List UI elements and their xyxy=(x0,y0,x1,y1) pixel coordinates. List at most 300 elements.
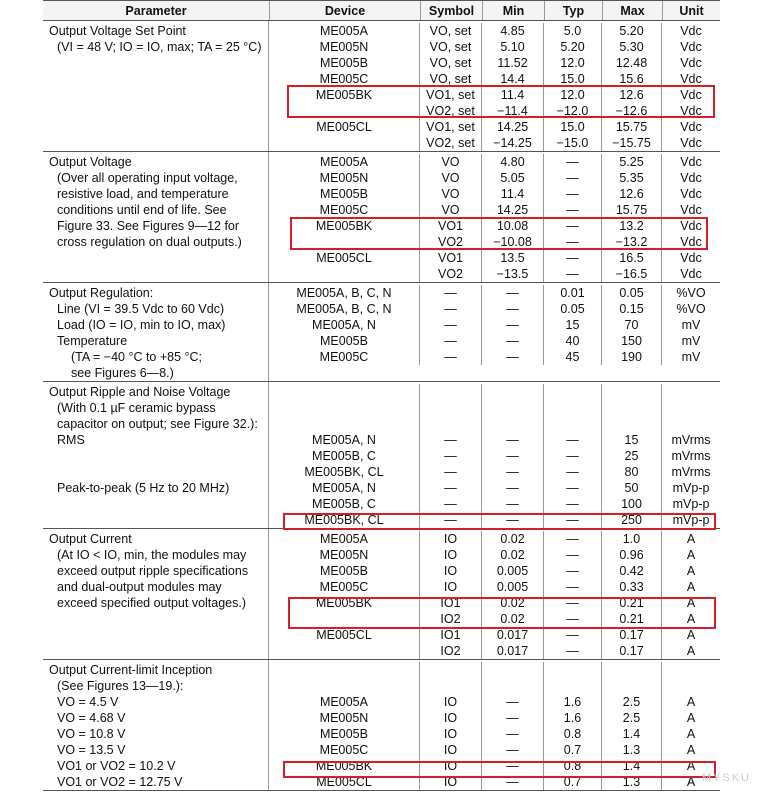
max-cell: 12.48 xyxy=(601,55,661,71)
max-cell: 0.21 xyxy=(601,611,661,627)
device-cell: ME005C xyxy=(319,203,369,217)
table-row xyxy=(269,627,720,643)
max-cell: 0.05 xyxy=(601,285,661,301)
typ-cell: — xyxy=(543,250,601,266)
typ-cell: 40 xyxy=(543,333,601,349)
symbol-cell: VO2 xyxy=(419,234,481,250)
device-cell: ME005A xyxy=(320,155,368,169)
table-row xyxy=(269,333,720,349)
symbol-cell: VO1, set xyxy=(419,87,481,103)
symbol-cell: VO, set xyxy=(419,55,481,71)
typ-cell: −12.0 xyxy=(543,103,601,119)
spec-section xyxy=(43,382,720,529)
spec-section xyxy=(43,660,720,791)
min-cell: 0.005 xyxy=(481,563,543,579)
table-row xyxy=(269,317,720,333)
parameter-line: Figure 33. See Figures 9—12 for xyxy=(57,219,240,233)
min-cell: −13.5 xyxy=(481,266,543,282)
max-cell: 0.17 xyxy=(601,627,661,643)
symbol-cell: IO xyxy=(419,774,481,790)
symbol-cell: — xyxy=(419,333,481,349)
table-row xyxy=(269,678,720,694)
unit-cell xyxy=(661,400,720,416)
table-row xyxy=(269,384,720,400)
unit-cell: mVrms xyxy=(661,448,720,464)
symbol-cell xyxy=(419,416,481,432)
unit-cell xyxy=(661,384,720,400)
device-cell: ME005BK xyxy=(315,88,373,102)
symbol-cell: IO xyxy=(419,563,481,579)
unit-cell: mVp-p xyxy=(661,496,720,512)
device-cell: ME005CL xyxy=(316,120,372,134)
max-cell: 1.4 xyxy=(601,758,661,774)
typ-cell: 15 xyxy=(543,317,601,333)
min-cell: — xyxy=(481,496,543,512)
device-cell xyxy=(269,678,419,694)
parameter-line: exceed specified output voltages.) xyxy=(57,596,247,610)
symbol-cell: IO xyxy=(419,579,481,595)
unit-cell: A xyxy=(661,531,720,547)
symbol-cell: — xyxy=(419,448,481,464)
typ-cell: — xyxy=(543,448,601,464)
parameter-cell xyxy=(43,283,268,381)
values-cell xyxy=(268,152,720,282)
device-cell: ME005B, C xyxy=(312,497,376,511)
header-unit: Unit xyxy=(662,1,720,20)
device-cell: ME005A, N xyxy=(312,318,376,332)
typ-cell: −15.0 xyxy=(543,135,601,151)
table-row xyxy=(269,694,720,710)
unit-cell: A xyxy=(661,694,720,710)
min-cell: — xyxy=(481,285,543,301)
unit-cell: Vdc xyxy=(661,23,720,39)
typ-cell: — xyxy=(543,464,601,480)
table-row xyxy=(269,416,720,432)
table-row xyxy=(269,531,720,547)
table-row xyxy=(269,742,720,758)
parameter-line: VO1 or VO2 = 10.2 V xyxy=(57,759,176,773)
device-cell: ME005C xyxy=(319,350,369,364)
min-cell: — xyxy=(481,349,543,365)
typ-cell: 0.01 xyxy=(543,285,601,301)
device-cell: ME005BK xyxy=(315,219,373,233)
typ-cell: — xyxy=(543,563,601,579)
unit-cell xyxy=(661,678,720,694)
typ-cell xyxy=(543,384,601,400)
min-cell: 10.08 xyxy=(481,218,543,234)
symbol-cell: — xyxy=(419,317,481,333)
parameter-line xyxy=(49,448,268,464)
max-cell: 1.3 xyxy=(601,742,661,758)
device-cell: ME005B xyxy=(320,56,368,70)
parameter-line: Output Current-limit Inception xyxy=(49,663,213,677)
symbol-cell: VO xyxy=(419,154,481,170)
unit-cell: A xyxy=(661,742,720,758)
unit-cell: A xyxy=(661,726,720,742)
parameter-line: (Over all operating input voltage, xyxy=(57,171,238,185)
table-row xyxy=(269,710,720,726)
device-cell xyxy=(269,611,419,627)
device-cell: ME005BK, CL xyxy=(304,465,384,479)
unit-cell: %VO xyxy=(661,301,720,317)
symbol-cell: VO2, set xyxy=(419,103,481,119)
unit-cell xyxy=(661,416,720,432)
symbol-cell: — xyxy=(419,285,481,301)
unit-cell xyxy=(661,662,720,678)
table-row xyxy=(269,496,720,512)
device-cell: ME005N xyxy=(319,40,369,54)
table-row xyxy=(269,512,720,528)
device-cell: ME005A, N xyxy=(312,481,376,495)
spec-section xyxy=(43,21,720,152)
symbol-cell: — xyxy=(419,464,481,480)
max-cell: 12.6 xyxy=(601,186,661,202)
device-cell: ME005A, B, C, N xyxy=(296,302,392,316)
typ-cell: — xyxy=(543,531,601,547)
watermark: MYSKU xyxy=(701,772,751,784)
parameter-line: conditions until end of life. See xyxy=(57,203,227,217)
max-cell xyxy=(601,678,661,694)
device-cell xyxy=(269,266,419,282)
symbol-cell: IO2 xyxy=(419,611,481,627)
min-cell: — xyxy=(481,333,543,349)
max-cell: 2.5 xyxy=(601,694,661,710)
symbol-cell: VO2, set xyxy=(419,135,481,151)
min-cell: — xyxy=(481,301,543,317)
table-row xyxy=(269,611,720,627)
typ-cell: 45 xyxy=(543,349,601,365)
parameter-line: Output Current xyxy=(49,532,132,546)
unit-cell: Vdc xyxy=(661,154,720,170)
min-cell: 0.02 xyxy=(481,547,543,563)
min-cell xyxy=(481,384,543,400)
min-cell xyxy=(481,662,543,678)
min-cell: 4.85 xyxy=(481,23,543,39)
device-cell: ME005A, N xyxy=(312,433,376,447)
parameter-line: (VI = 48 V; IO = IO, max; TA = 25 °C) xyxy=(57,40,262,54)
unit-cell: Vdc xyxy=(661,202,720,218)
min-cell: — xyxy=(481,432,543,448)
table-row xyxy=(269,349,720,365)
unit-cell: A xyxy=(661,611,720,627)
device-cell: ME005N xyxy=(319,711,369,725)
symbol-cell: VO xyxy=(419,186,481,202)
unit-cell: Vdc xyxy=(661,135,720,151)
min-cell: −14.25 xyxy=(481,135,543,151)
max-cell: 0.42 xyxy=(601,563,661,579)
table-body xyxy=(43,21,720,791)
device-cell xyxy=(269,234,419,250)
max-cell xyxy=(601,662,661,678)
typ-cell: 0.8 xyxy=(543,726,601,742)
min-cell: — xyxy=(481,317,543,333)
parameter-cell xyxy=(43,382,268,528)
spec-section xyxy=(43,283,720,382)
table-row xyxy=(269,55,720,71)
typ-cell xyxy=(543,662,601,678)
typ-cell xyxy=(543,416,601,432)
unit-cell: %VO xyxy=(661,285,720,301)
values-cell xyxy=(268,283,720,381)
parameter-line: Output Regulation: xyxy=(49,286,154,300)
unit-cell: A xyxy=(661,643,720,659)
max-cell: 0.15 xyxy=(601,301,661,317)
values-cell xyxy=(268,382,720,528)
symbol-cell: IO xyxy=(419,547,481,563)
max-cell: 15.6 xyxy=(601,71,661,87)
symbol-cell: VO1 xyxy=(419,218,481,234)
min-cell: 14.25 xyxy=(481,202,543,218)
table-row xyxy=(269,39,720,55)
symbol-cell: IO1 xyxy=(419,595,481,611)
unit-cell: Vdc xyxy=(661,170,720,186)
min-cell: — xyxy=(481,694,543,710)
max-cell: −16.5 xyxy=(601,266,661,282)
max-cell: 25 xyxy=(601,448,661,464)
max-cell: 100 xyxy=(601,496,661,512)
symbol-cell: VO xyxy=(419,202,481,218)
table-row xyxy=(269,71,720,87)
symbol-cell: VO, set xyxy=(419,23,481,39)
typ-cell: — xyxy=(543,202,601,218)
spec-table xyxy=(43,0,720,791)
device-cell: ME005B, C xyxy=(312,449,376,463)
unit-cell: Vdc xyxy=(661,186,720,202)
parameter-line: VO = 4.68 V xyxy=(57,711,126,725)
min-cell: −11.4 xyxy=(481,103,543,119)
typ-cell: 15.0 xyxy=(543,119,601,135)
header-typ: Typ xyxy=(544,1,602,20)
table-row xyxy=(269,186,720,202)
unit-cell: mV xyxy=(661,333,720,349)
symbol-cell xyxy=(419,400,481,416)
max-cell: 0.96 xyxy=(601,547,661,563)
device-cell: ME005C xyxy=(319,580,369,594)
unit-cell: A xyxy=(661,563,720,579)
parameter-line: (TA = −40 °C to +85 °C; xyxy=(71,350,203,364)
parameter-cell xyxy=(43,152,268,282)
typ-cell: 5.20 xyxy=(543,39,601,55)
parameter-line: exceed output ripple specifications xyxy=(57,564,249,578)
device-cell: ME005N xyxy=(319,548,369,562)
typ-cell: 12.0 xyxy=(543,55,601,71)
max-cell: 50 xyxy=(601,480,661,496)
min-cell: — xyxy=(481,758,543,774)
min-cell: 13.5 xyxy=(481,250,543,266)
symbol-cell: IO xyxy=(419,531,481,547)
typ-cell: 1.6 xyxy=(543,710,601,726)
parameter-line: Line (VI = 39.5 Vdc to 60 Vdc) xyxy=(57,302,225,316)
device-cell: ME005B xyxy=(320,564,368,578)
unit-cell: Vdc xyxy=(661,266,720,282)
unit-cell: Vdc xyxy=(661,71,720,87)
table-row xyxy=(269,563,720,579)
max-cell: 0.33 xyxy=(601,579,661,595)
values-cell xyxy=(268,21,720,151)
max-cell: 1.4 xyxy=(601,726,661,742)
parameter-line: VO = 10.8 V xyxy=(57,727,126,741)
typ-cell xyxy=(543,678,601,694)
min-cell: 5.05 xyxy=(481,170,543,186)
typ-cell: — xyxy=(543,611,601,627)
max-cell: 1.0 xyxy=(601,531,661,547)
symbol-cell xyxy=(419,662,481,678)
min-cell: 0.005 xyxy=(481,579,543,595)
typ-cell: — xyxy=(543,234,601,250)
table-row xyxy=(269,23,720,39)
typ-cell: — xyxy=(543,480,601,496)
table-row xyxy=(269,400,720,416)
min-cell: 14.25 xyxy=(481,119,543,135)
parameter-line: (See Figures 13—19.): xyxy=(57,679,184,693)
device-cell xyxy=(269,400,419,416)
max-cell: 5.20 xyxy=(601,23,661,39)
typ-cell: — xyxy=(543,643,601,659)
device-cell: ME005N xyxy=(319,171,369,185)
max-cell: 5.30 xyxy=(601,39,661,55)
parameter-line: Output Voltage Set Point xyxy=(49,24,186,38)
table-row xyxy=(269,135,720,151)
min-cell: 11.4 xyxy=(481,87,543,103)
max-cell: 0.17 xyxy=(601,643,661,659)
max-cell: 0.21 xyxy=(601,595,661,611)
parameter-line: cross regulation on dual outputs.) xyxy=(57,235,242,249)
max-cell: 15.75 xyxy=(601,119,661,135)
parameter-line: (With 0.1 µF ceramic bypass xyxy=(57,401,216,415)
parameter-line: Output Ripple and Noise Voltage xyxy=(49,385,231,399)
unit-cell: A xyxy=(661,710,720,726)
min-cell: 4.80 xyxy=(481,154,543,170)
max-cell: 2.5 xyxy=(601,710,661,726)
symbol-cell: IO2 xyxy=(419,643,481,659)
parameter-line: Output Voltage xyxy=(49,155,132,169)
device-cell xyxy=(269,416,419,432)
max-cell: 15.75 xyxy=(601,202,661,218)
typ-cell: — xyxy=(543,186,601,202)
typ-cell: 15.0 xyxy=(543,71,601,87)
symbol-cell: IO xyxy=(419,694,481,710)
table-row xyxy=(269,547,720,563)
typ-cell: — xyxy=(543,432,601,448)
table-row xyxy=(269,250,720,266)
unit-cell: mVrms xyxy=(661,464,720,480)
header-parameter: Parameter xyxy=(125,3,187,18)
symbol-cell: VO, set xyxy=(419,71,481,87)
typ-cell: 12.0 xyxy=(543,87,601,103)
device-cell: ME005CL xyxy=(316,775,372,789)
values-cell xyxy=(268,529,720,659)
max-cell: 190 xyxy=(601,349,661,365)
table-row xyxy=(269,103,720,119)
table-row xyxy=(269,301,720,317)
table-row xyxy=(269,432,720,448)
typ-cell: 5.0 xyxy=(543,23,601,39)
table-row xyxy=(269,119,720,135)
min-cell: 5.10 xyxy=(481,39,543,55)
table-row xyxy=(269,758,720,774)
table-header xyxy=(43,0,720,21)
parameter-line: VO = 4.5 V xyxy=(57,695,119,709)
unit-cell: Vdc xyxy=(661,55,720,71)
device-cell: ME005BK, CL xyxy=(304,513,384,527)
typ-cell: 1.6 xyxy=(543,694,601,710)
max-cell: −13.2 xyxy=(601,234,661,250)
min-cell: — xyxy=(481,512,543,528)
symbol-cell: — xyxy=(419,432,481,448)
parameter-line: VO = 13.5 V xyxy=(57,743,126,757)
max-cell xyxy=(601,416,661,432)
header-max: Max xyxy=(602,1,662,20)
device-cell: ME005A, B, C, N xyxy=(296,286,392,300)
min-cell: — xyxy=(481,448,543,464)
device-cell: ME005B xyxy=(320,187,368,201)
unit-cell: Vdc xyxy=(661,250,720,266)
min-cell: 14.4 xyxy=(481,71,543,87)
table-row xyxy=(269,774,720,790)
typ-cell: — xyxy=(543,627,601,643)
device-cell: ME005A xyxy=(320,695,368,709)
parameter-line: see Figures 6—8.) xyxy=(71,366,174,380)
device-cell: ME005CL xyxy=(316,628,372,642)
min-cell: — xyxy=(481,742,543,758)
typ-cell: 0.7 xyxy=(543,774,601,790)
table-row xyxy=(269,266,720,282)
symbol-cell: — xyxy=(419,301,481,317)
table-row xyxy=(269,170,720,186)
max-cell: 15 xyxy=(601,432,661,448)
parameter-line: RMS xyxy=(57,433,85,447)
max-cell: −12.6 xyxy=(601,103,661,119)
typ-cell: — xyxy=(543,512,601,528)
min-cell: — xyxy=(481,480,543,496)
device-cell: ME005CL xyxy=(316,251,372,265)
max-cell: 70 xyxy=(601,317,661,333)
min-cell: — xyxy=(481,710,543,726)
device-cell: ME005BK xyxy=(315,759,373,773)
parameter-line: Peak-to-peak (5 Hz to 20 MHz) xyxy=(57,481,230,495)
min-cell: 11.4 xyxy=(481,186,543,202)
unit-cell: A xyxy=(661,579,720,595)
parameter-line: resistive load, and temperature xyxy=(57,187,229,201)
min-cell: 0.017 xyxy=(481,627,543,643)
min-cell: 0.017 xyxy=(481,643,543,659)
typ-cell: 0.05 xyxy=(543,301,601,317)
table-row xyxy=(269,662,720,678)
max-cell: 5.25 xyxy=(601,154,661,170)
device-cell xyxy=(269,135,419,151)
table-row xyxy=(269,202,720,218)
symbol-cell: — xyxy=(419,349,481,365)
table-row xyxy=(269,154,720,170)
device-cell: ME005A xyxy=(320,24,368,38)
typ-cell xyxy=(543,400,601,416)
min-cell: — xyxy=(481,774,543,790)
table-row xyxy=(269,643,720,659)
symbol-cell: — xyxy=(419,496,481,512)
header-device: Device xyxy=(269,1,420,20)
device-cell xyxy=(269,662,419,678)
max-cell xyxy=(601,384,661,400)
parameter-line: VO1 or VO2 = 12.75 V xyxy=(57,775,183,789)
table-row xyxy=(269,595,720,611)
device-cell xyxy=(269,643,419,659)
device-cell: ME005BK xyxy=(315,596,373,610)
unit-cell: A xyxy=(661,547,720,563)
header-min: Min xyxy=(482,1,544,20)
table-row xyxy=(269,726,720,742)
typ-cell: — xyxy=(543,266,601,282)
symbol-cell: IO xyxy=(419,710,481,726)
